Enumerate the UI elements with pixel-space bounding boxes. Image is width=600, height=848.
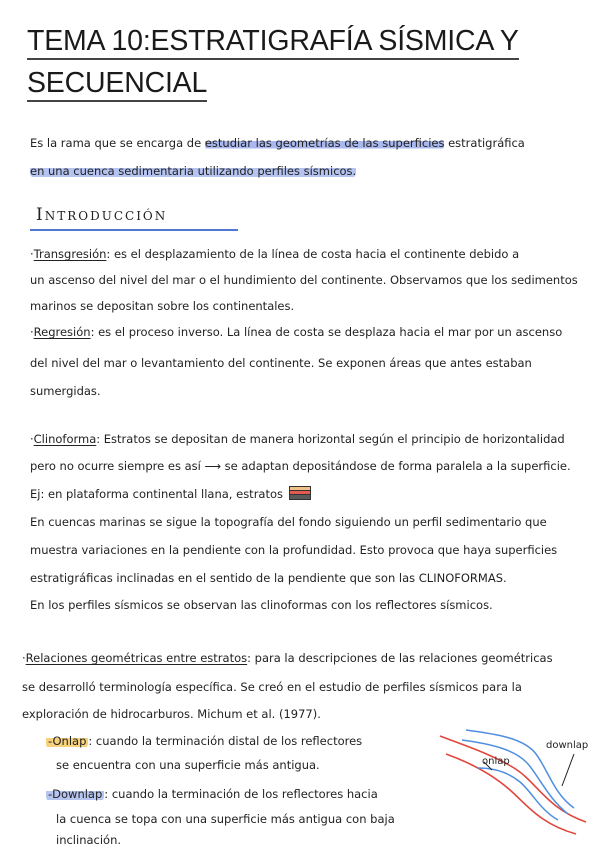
bullet-dot: ·	[30, 432, 34, 446]
term-clinoforma: Clinoforma	[33, 432, 97, 446]
title-line-1: TEMA 10:ESTRATIGRAFÍA SÍSMICA Y	[27, 25, 519, 60]
bullet-dot: ·	[30, 325, 34, 339]
intro-highlight-2: en una cuenca sedimentaria utilizando perfiles sísmicos.	[30, 164, 357, 178]
term-relaciones: Relaciones geométricas entre estratos	[25, 651, 248, 665]
onlap-term-text: Onlap	[52, 734, 87, 748]
term-transgresion: Transgresión	[33, 247, 107, 261]
downlap-line-1	[46, 787, 378, 801]
term-onlap: -Onlap	[48, 734, 87, 748]
bullet-dot: ·	[22, 651, 26, 665]
regresion-text-1: : es el proceso inverso. La línea de costa se desplaza hacia el mar por un ascenso	[90, 325, 563, 339]
onlap-line-2: se encuentra con una superficie más antigua.	[56, 758, 320, 772]
intro-highlight: estudiar las geometrías de las superficies	[204, 136, 445, 150]
clinoforma-line-2: pero no ocurre siempre es así ⟶ se adaptan depositándose de forma paralela a la superficie.	[30, 459, 571, 473]
transgresion-line-1	[30, 247, 519, 261]
clinoforma-line-6: estratigráficas inclinadas en el sentido de la pendiente que son las CLINOFORMAS.	[30, 571, 507, 585]
title-line-2: SECUENCIAL	[27, 67, 207, 102]
intro-line-2	[30, 164, 356, 178]
downlap-term-text: Downlap	[52, 787, 103, 801]
regresion-line-2: del nivel del mar o levantamiento del continente. Se exponen áreas que antes estaban	[30, 356, 532, 370]
relaciones-text-1: : para la descripciones de las relaciones geométricas	[247, 651, 553, 665]
sketch-label-onlap: onlap	[482, 756, 510, 767]
relaciones-line-1	[22, 651, 553, 665]
intro-line-1	[30, 136, 525, 150]
clinoforma-line-3	[30, 486, 311, 501]
term-regresion: Regresión	[33, 325, 91, 339]
clinoforma-line-7: En los perfiles sísmicos se observan las clinoformas con los reflectores sísmicos.	[30, 598, 493, 612]
clinoforma-text-1: : Estratos se depositan de manera horizontal según el principio de horizontalidad	[96, 432, 565, 446]
regresion-line-3: sumergidas.	[30, 384, 101, 398]
transgresion-line-3: marinos se depositan sobre los continentales.	[30, 299, 295, 313]
clinoforma-text-3: Ej: en plataforma continental llana, estratos	[30, 487, 284, 501]
relaciones-line-3: exploración de hidrocarburos. Michum et al. (1977).	[22, 707, 321, 721]
section-heading-rule	[30, 229, 238, 231]
transgresion-text-1: : es el desplazamiento de la línea de costa hacia el continente debido a	[106, 247, 520, 261]
downlap-line-3: inclinación.	[56, 833, 122, 847]
strata-icon	[289, 486, 311, 500]
intro-text-c: estratigráfica	[444, 136, 525, 150]
intro-text-a: Es la rama que se encarga de	[30, 136, 205, 150]
section-heading-introduccion: Introducción	[36, 205, 168, 225]
term-downlap: -Downlap	[48, 787, 103, 801]
clinoforma-line-4: En cuencas marinas se sigue la topografía del fondo siguiendo un perfil sedimentario que	[30, 515, 547, 529]
clinoforma-line-5: muestra variaciones en la pendiente con la profundidad. Esto provoca que haya superficies	[30, 543, 558, 557]
sketch-pointer-downlap	[562, 754, 574, 786]
reflector-sketch	[436, 724, 596, 836]
onlap-text-1: : cuando la terminación distal de los reflectores	[88, 734, 363, 748]
page-title	[27, 20, 567, 104]
transgresion-line-2: un ascenso del nivel del mar o el hundimiento del continente. Observamos que los sedimentos	[30, 273, 578, 287]
bullet-dot: ·	[30, 247, 34, 261]
relaciones-line-2: se desarrolló terminología específica. Se creó en el estudio de perfiles sísmicos para la	[22, 680, 522, 694]
sketch-label-downlap: downlap	[546, 740, 589, 751]
downlap-line-2: la cuenca se topa con una superficie más antigua con baja	[56, 812, 395, 826]
regresion-line-1	[30, 325, 562, 339]
downlap-text-1: : cuando la terminación de los reflectores hacia	[104, 787, 378, 801]
onlap-line-1	[46, 734, 362, 748]
clinoforma-line-1	[30, 432, 565, 446]
